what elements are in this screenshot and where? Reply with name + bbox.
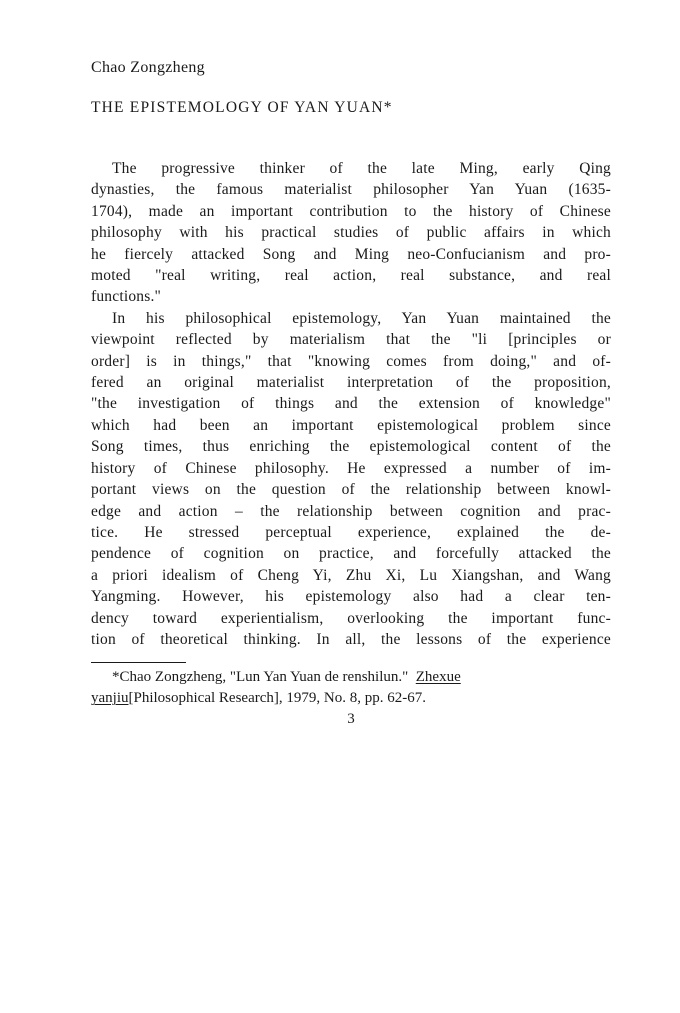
footnote-citation: *Chao Zongzheng, "Lun Yan Yuan de renshilun." bbox=[112, 669, 409, 686]
body-line: In his philosophical epistemology, Yan Yuan maintained the bbox=[112, 309, 611, 327]
body-line: Song times, thus enriching the epistemological content of the bbox=[91, 438, 611, 456]
page-number: 3 bbox=[347, 711, 355, 727]
body-line: The progressive thinker of the late Ming, early Qing bbox=[112, 160, 611, 177]
footnote-journal-title-cont: yanjiu bbox=[91, 690, 129, 707]
body-line: "the investigation of things and the extension of knowledge" bbox=[91, 395, 611, 413]
body-line: dynasties, the famous materialist philosopher Yan Yuan (1635- bbox=[91, 181, 611, 199]
body-line: a priori idealism of Cheng Yi, Zhu Xi, Lu Xiangshan, and Wang bbox=[91, 566, 611, 584]
body-line: philosophy with his practical studies of public affairs in which bbox=[91, 224, 611, 242]
author-name: Chao Zongzheng bbox=[91, 59, 205, 76]
body-line: tice. He stressed perceptual experience, explained the de- bbox=[91, 523, 611, 541]
footnote-line-2 bbox=[91, 688, 611, 709]
document-page bbox=[91, 58, 611, 727]
body-line: pendence of cognition on practice, and forcefully attacked the bbox=[91, 545, 611, 563]
body-line: viewpoint reflected by materialism that the "li [principles or bbox=[91, 331, 611, 349]
article-body bbox=[91, 158, 611, 650]
body-line: fered an original materialist interpretation of the proposition, bbox=[91, 374, 611, 392]
body-line: he fiercely attacked Song and Ming neo-Confucianism and pro- bbox=[91, 245, 611, 263]
body-line: moted "real writing, real action, real substance, and real bbox=[91, 267, 611, 285]
body-line: functions." bbox=[91, 288, 162, 306]
footnote-divider bbox=[91, 662, 186, 663]
footnote bbox=[91, 667, 611, 709]
article-title: THE EPISTEMOLOGY OF YAN YUAN* bbox=[91, 99, 393, 116]
body-line: 1704), made an important contribution to the history of Chinese bbox=[91, 202, 611, 220]
footnote-publication-info: [Philosophical Research], 1979, No. 8, pp. 62-67. bbox=[128, 690, 426, 707]
body-line: edge and action – the relationship between cognition and prac- bbox=[91, 502, 611, 520]
body-line: portant views on the question of the relationship between knowl- bbox=[91, 481, 611, 499]
body-line: tion of theoretical thinking. In all, the lessons of the experience bbox=[91, 630, 611, 648]
body-line: which had been an important epistemological problem since bbox=[91, 416, 611, 434]
body-line: order] is in things," that "knowing comes from doing," and of- bbox=[91, 352, 611, 370]
body-line: dency toward experientialism, overlooking the important func- bbox=[91, 609, 611, 627]
footnote-line-1 bbox=[91, 667, 611, 688]
body-line: history of Chinese philosophy. He expressed a number of im- bbox=[91, 459, 611, 477]
body-line: Yangming. However, his epistemology also had a clear ten- bbox=[91, 588, 611, 606]
footnote-journal-title: Zhexue bbox=[415, 669, 461, 686]
